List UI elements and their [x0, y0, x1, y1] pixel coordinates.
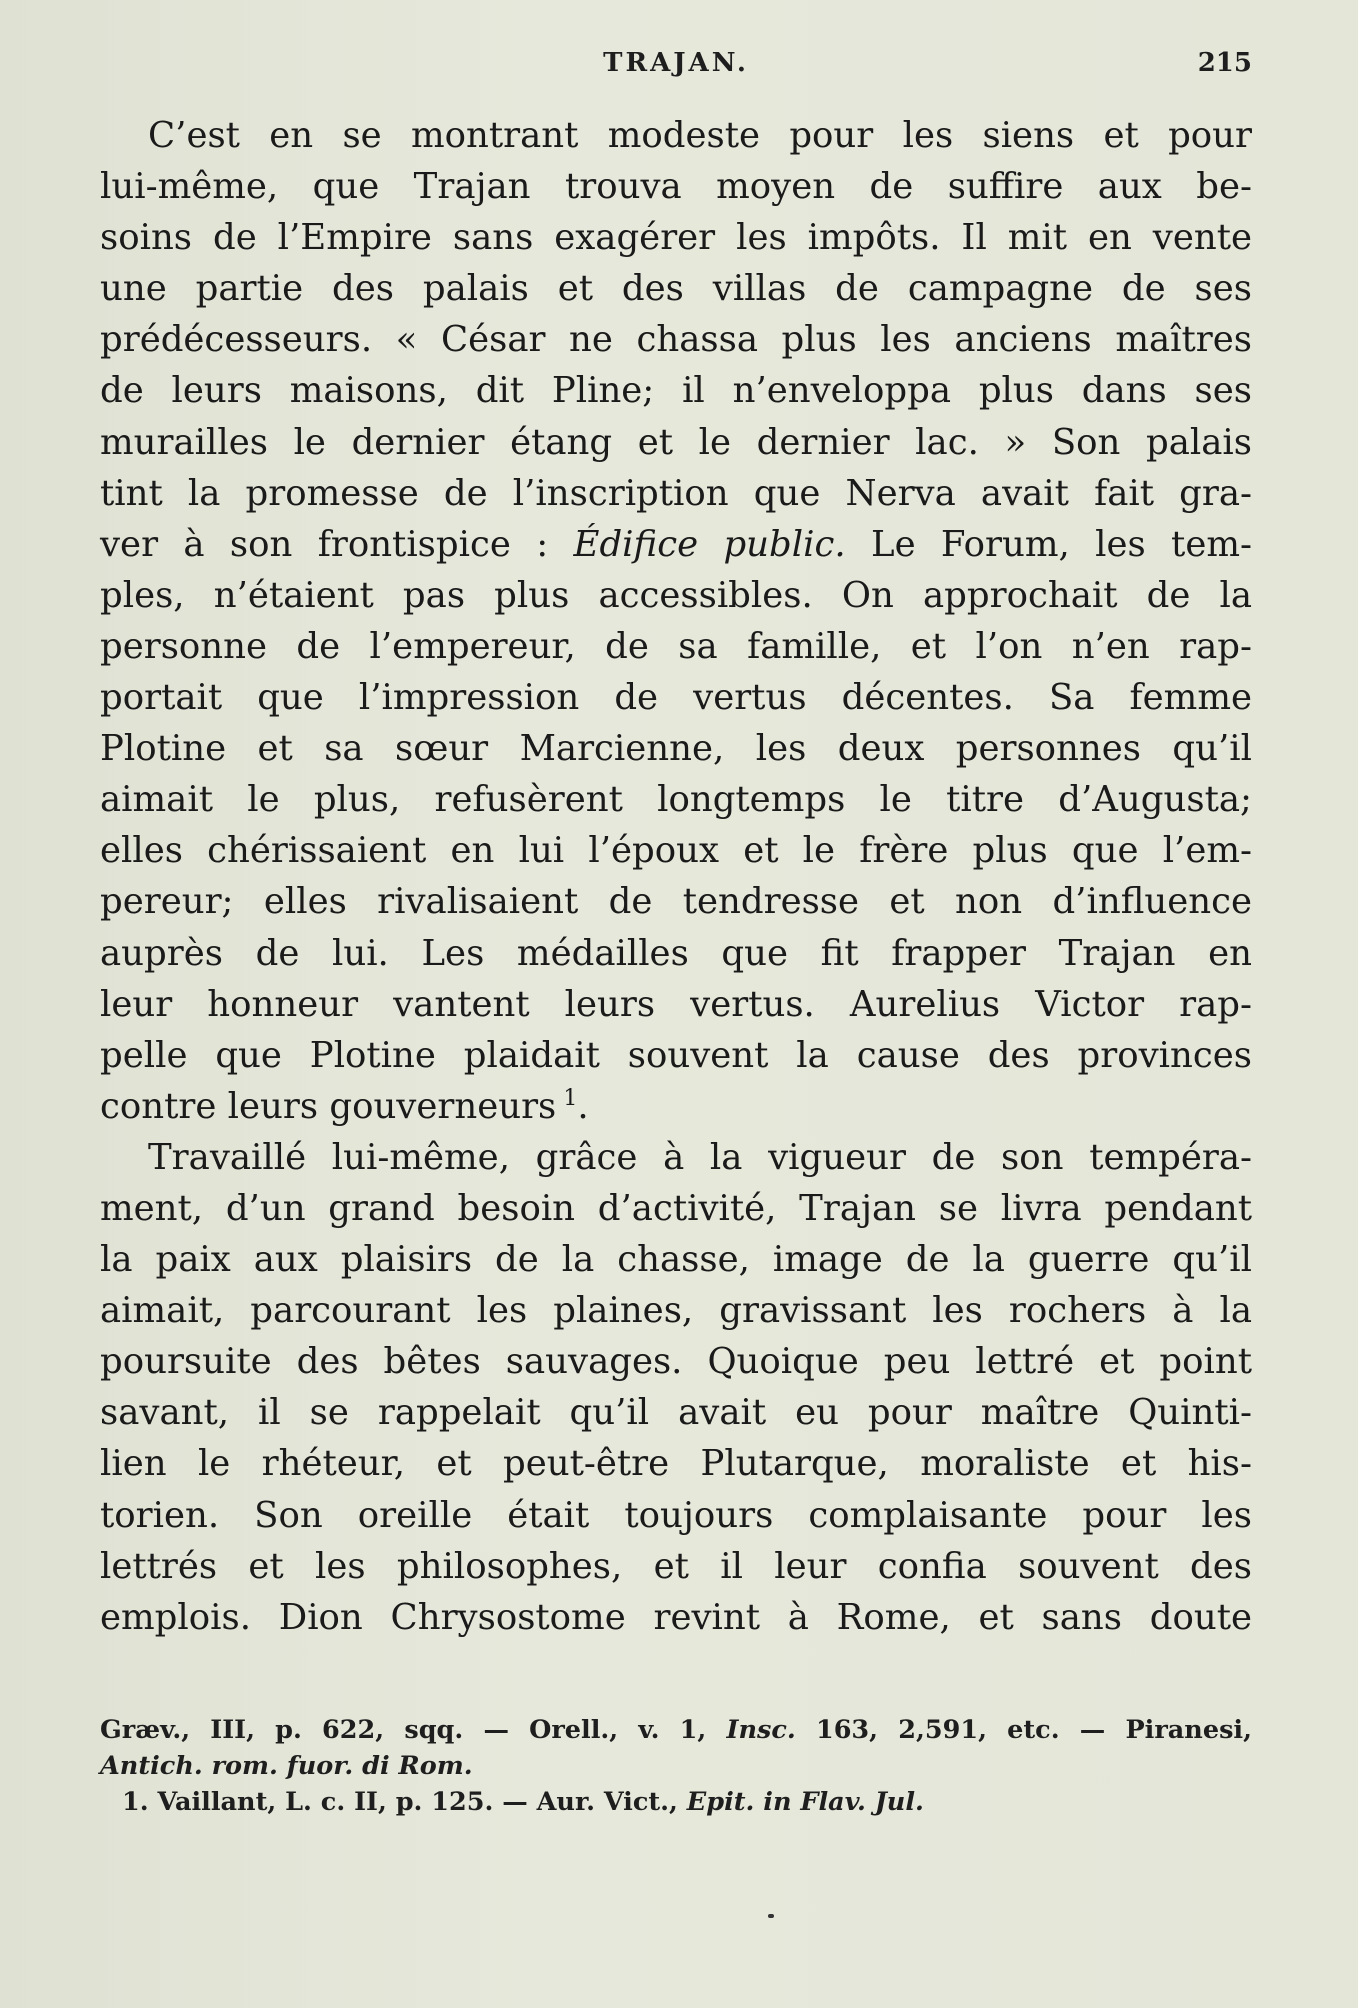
- text-line: pelle que Plotine plaidait souvent la cause des provinces: [100, 1034, 1252, 1076]
- text-line: torien. Son oreille était toujours complaisante pour les: [100, 1494, 1252, 1536]
- text-line: tint la promesse de l’inscription que Nerva avait fait gra-: [100, 472, 1252, 514]
- text-line: [100, 1081, 1252, 1132]
- text-line: soins de l’Empire sans exagérer les impôts. Il mit en vente: [100, 217, 1252, 259]
- text-run: 163, 2,591, etc. — Piranesi,: [795, 1715, 1252, 1745]
- text-line: emplois. Dion Chrysostome revint à Rome, et sans doute: [100, 1596, 1252, 1638]
- footnote-reference[interactable]: 1: [563, 1085, 578, 1111]
- body-text: [100, 110, 1252, 1643]
- page-number: 215: [1197, 48, 1252, 78]
- text-line: ment, d’un grand besoin d’activité, Trajan se livra pendant: [100, 1187, 1252, 1229]
- text-line: lien le rhéteur, et peut-être Plutarque, moraliste et his-: [100, 1443, 1252, 1485]
- text-line: aimait, parcourant les plaines, gravissant les rochers à la: [100, 1290, 1252, 1332]
- text-line: lettrés et les philosophes, et il leur confia souvent des: [100, 1545, 1252, 1587]
- text-line: pereur; elles rivalisaient de tendresse et non d’influence: [100, 881, 1252, 923]
- text-line: prédécesseurs. « César ne chassa plus les anciens maîtres: [100, 319, 1252, 361]
- footnote-line: [100, 1712, 1252, 1748]
- paragraph-1: [100, 110, 1252, 1132]
- paragraph-2: [100, 1132, 1252, 1643]
- text-line: murailles le dernier étang et le dernier lac. » Son palais: [100, 421, 1252, 463]
- footnote-line: [100, 1748, 1252, 1784]
- italic-phrase: Antich. rom. fuor. di Rom.: [100, 1751, 473, 1781]
- text-line: elles chérissaient en lui l’époux et le frère plus que l’em-: [100, 830, 1252, 872]
- text-line: Travaillé lui-même, grâce à la vigueur de son tempéra-: [148, 1136, 1252, 1178]
- text-line: lui-même, que Trajan trouva moyen de suffire aux be-: [100, 166, 1252, 208]
- text-line: Plotine et sa sœur Marcienne, les deux personnes qu’il: [100, 728, 1252, 770]
- italic-phrase: Édifice public.: [573, 523, 846, 565]
- footnotes: [100, 1712, 1252, 1820]
- text-line: la paix aux plaisirs de la chasse, image de la guerre qu’il: [100, 1239, 1252, 1281]
- text-line: de leurs maisons, dit Pline; il n’enveloppa plus dans ses: [100, 370, 1252, 412]
- text-run: contre leurs gouverneurs: [100, 1085, 557, 1127]
- text-run: ver à son frontispice :: [100, 523, 574, 565]
- text-run: 1. Vaillant, L. c. II, p. 125. — Aur. Vict.,: [122, 1787, 687, 1817]
- text-line: C’est en se montrant modeste pour les siens et pour: [148, 115, 1252, 156]
- text-line: ples, n’étaient pas plus accessibles. On approchait de la: [100, 574, 1252, 616]
- text-line: personne de l’empereur, de sa famille, et l’on n’en rap-: [100, 625, 1252, 667]
- text-run: .: [577, 1085, 589, 1127]
- ink-speck: [768, 1914, 774, 1918]
- text-line: [100, 519, 1252, 570]
- text-line: aimait le plus, refusèrent longtemps le titre d’Augusta;: [100, 779, 1252, 821]
- text-run: Græv., III, p. 622, sqq. — Orell., v. 1,: [100, 1715, 727, 1745]
- page-header: [100, 48, 1252, 88]
- footnote-1: [100, 1784, 1252, 1820]
- italic-phrase: Epit. in Flav. Jul.: [686, 1787, 924, 1817]
- text-line: leur honneur vantent leurs vertus. Aurelius Victor rap-: [100, 983, 1252, 1025]
- text-line: poursuite des bêtes sauvages. Quoique peu lettré et point: [100, 1341, 1252, 1383]
- text-line: portait que l’impression de vertus décentes. Sa femme: [100, 677, 1252, 719]
- text-line: une partie des palais et des villas de campagne de ses: [100, 268, 1252, 310]
- text-run: Le Forum, les tem-: [845, 523, 1252, 565]
- italic-phrase: Insc.: [726, 1715, 796, 1745]
- text-line: savant, il se rappelait qu’il avait eu pour maître Quinti-: [100, 1392, 1252, 1434]
- text-line: auprès de lui. Les médailles que fit frapper Trajan en: [100, 932, 1252, 974]
- running-head: TRAJAN.: [603, 48, 749, 78]
